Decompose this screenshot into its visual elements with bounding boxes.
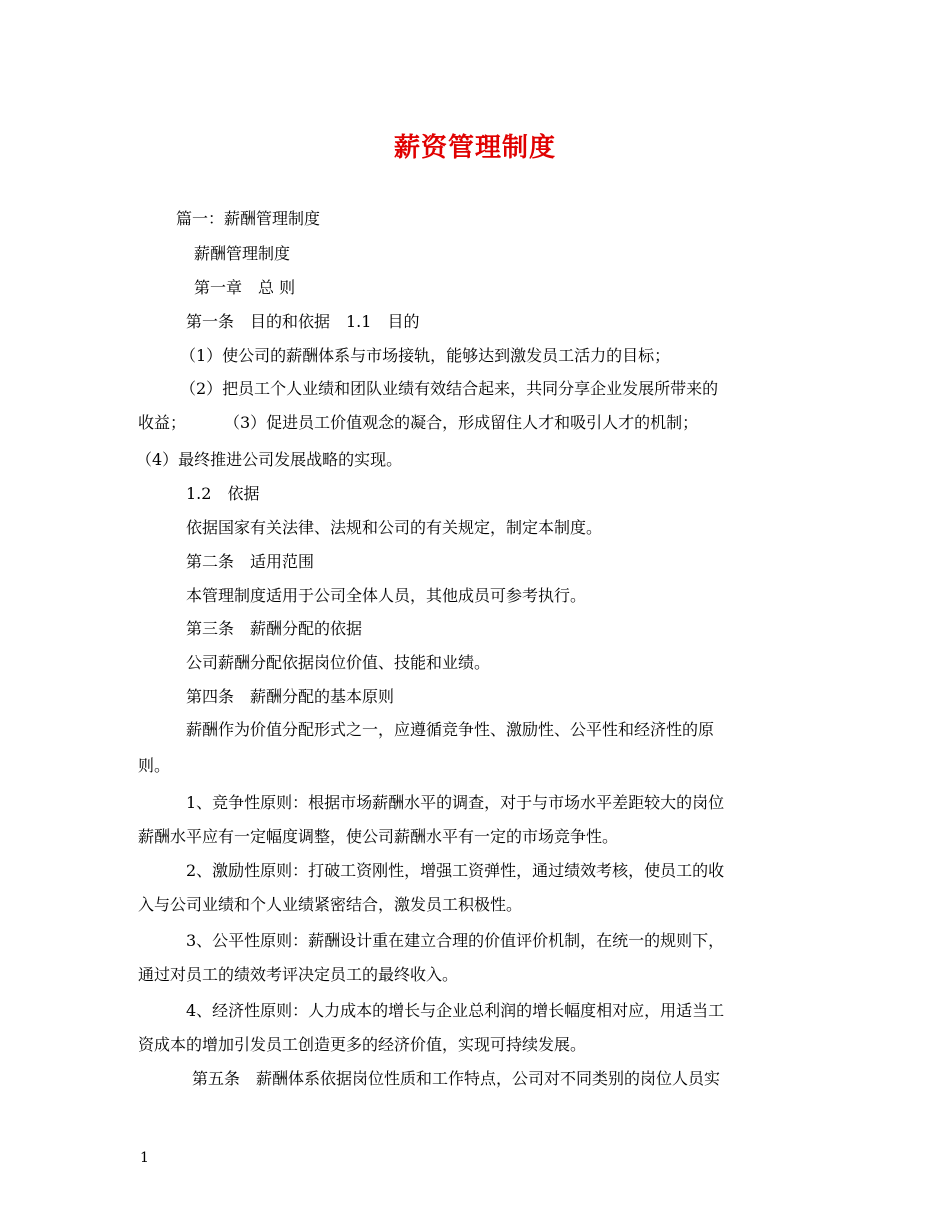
text-line: （1）使公司的薪酬体系与市场接轨，能够达到激发员工活力的目标； bbox=[180, 346, 671, 365]
text-line: （3）促进员工价值观念的凝合，形成留住人才和吸引人才的机制； bbox=[224, 413, 699, 432]
text-line: 薪酬管理制度 bbox=[194, 244, 291, 263]
text-line: 3、公平性原则：薪酬设计重在建立合理的价值评价机制，在统一的规则下， bbox=[186, 931, 725, 950]
text-line: 依据国家有关法律、法规和公司的有关规定，制定本制度。 bbox=[186, 518, 603, 537]
document-title: 薪资管理制度 bbox=[393, 133, 556, 163]
text-line: 收益； bbox=[138, 413, 187, 432]
text-line: 1、竞争性原则：根据市场薪酬水平的调查，对于与市场水平差距较大的岗位 bbox=[186, 793, 725, 812]
page-number: 1 bbox=[140, 1150, 149, 1166]
text-line: 第三条 薪酬分配的依据 bbox=[186, 619, 363, 638]
text-line: 篇一：薪酬管理制度 bbox=[176, 209, 321, 228]
text-line: 公司薪酬分配依据岗位价值、技能和业绩。 bbox=[186, 653, 491, 672]
text-line: 第五条 薪酬体系依据岗位性质和工作特点，公司对不同类别的岗位人员实 bbox=[192, 1069, 721, 1088]
text-line: （4）最终推进公司发展战略的实现。 bbox=[136, 450, 403, 469]
text-line: 薪酬水平应有一定幅度调整，使公司薪酬水平有一定的市场竞争性。 bbox=[138, 827, 619, 846]
text-line: 第一章 总 则 bbox=[194, 278, 296, 297]
text-line: 则。 bbox=[138, 756, 171, 775]
text-line: 第二条 适用范围 bbox=[186, 552, 315, 571]
text-line: 薪酬作为价值分配形式之一，应遵循竞争性、激励性、公平性和经济性的原 bbox=[186, 720, 715, 739]
text-line: 第四条 薪酬分配的基本原则 bbox=[186, 687, 395, 706]
text-line: 2、激励性原则：打破工资刚性，增强工资弹性，通过绩效考核，使员工的收 bbox=[186, 861, 725, 880]
text-line: 4、经济性原则：人力成本的增长与企业总利润的增长幅度相对应，用适当工 bbox=[186, 1001, 725, 1020]
text-line: 本管理制度适用于公司全体人员，其他成员可参考执行。 bbox=[186, 586, 587, 605]
text-line: 资成本的增加引发员工创造更多的经济价值，实现可持续发展。 bbox=[138, 1035, 587, 1054]
text-line: 通过对员工的绩效考评决定员工的最终收入。 bbox=[138, 965, 459, 984]
text-line: 入与公司业绩和个人业绩紧密结合，激发员工积极性。 bbox=[138, 895, 523, 914]
text-line: 第一条 目的和依据 1.1 目的 bbox=[186, 312, 420, 331]
text-line: 1.2 依据 bbox=[186, 484, 260, 503]
text-line: （2）把员工个人业绩和团队业绩有效结合起来，共同分享企业发展所带来的 bbox=[180, 379, 719, 398]
